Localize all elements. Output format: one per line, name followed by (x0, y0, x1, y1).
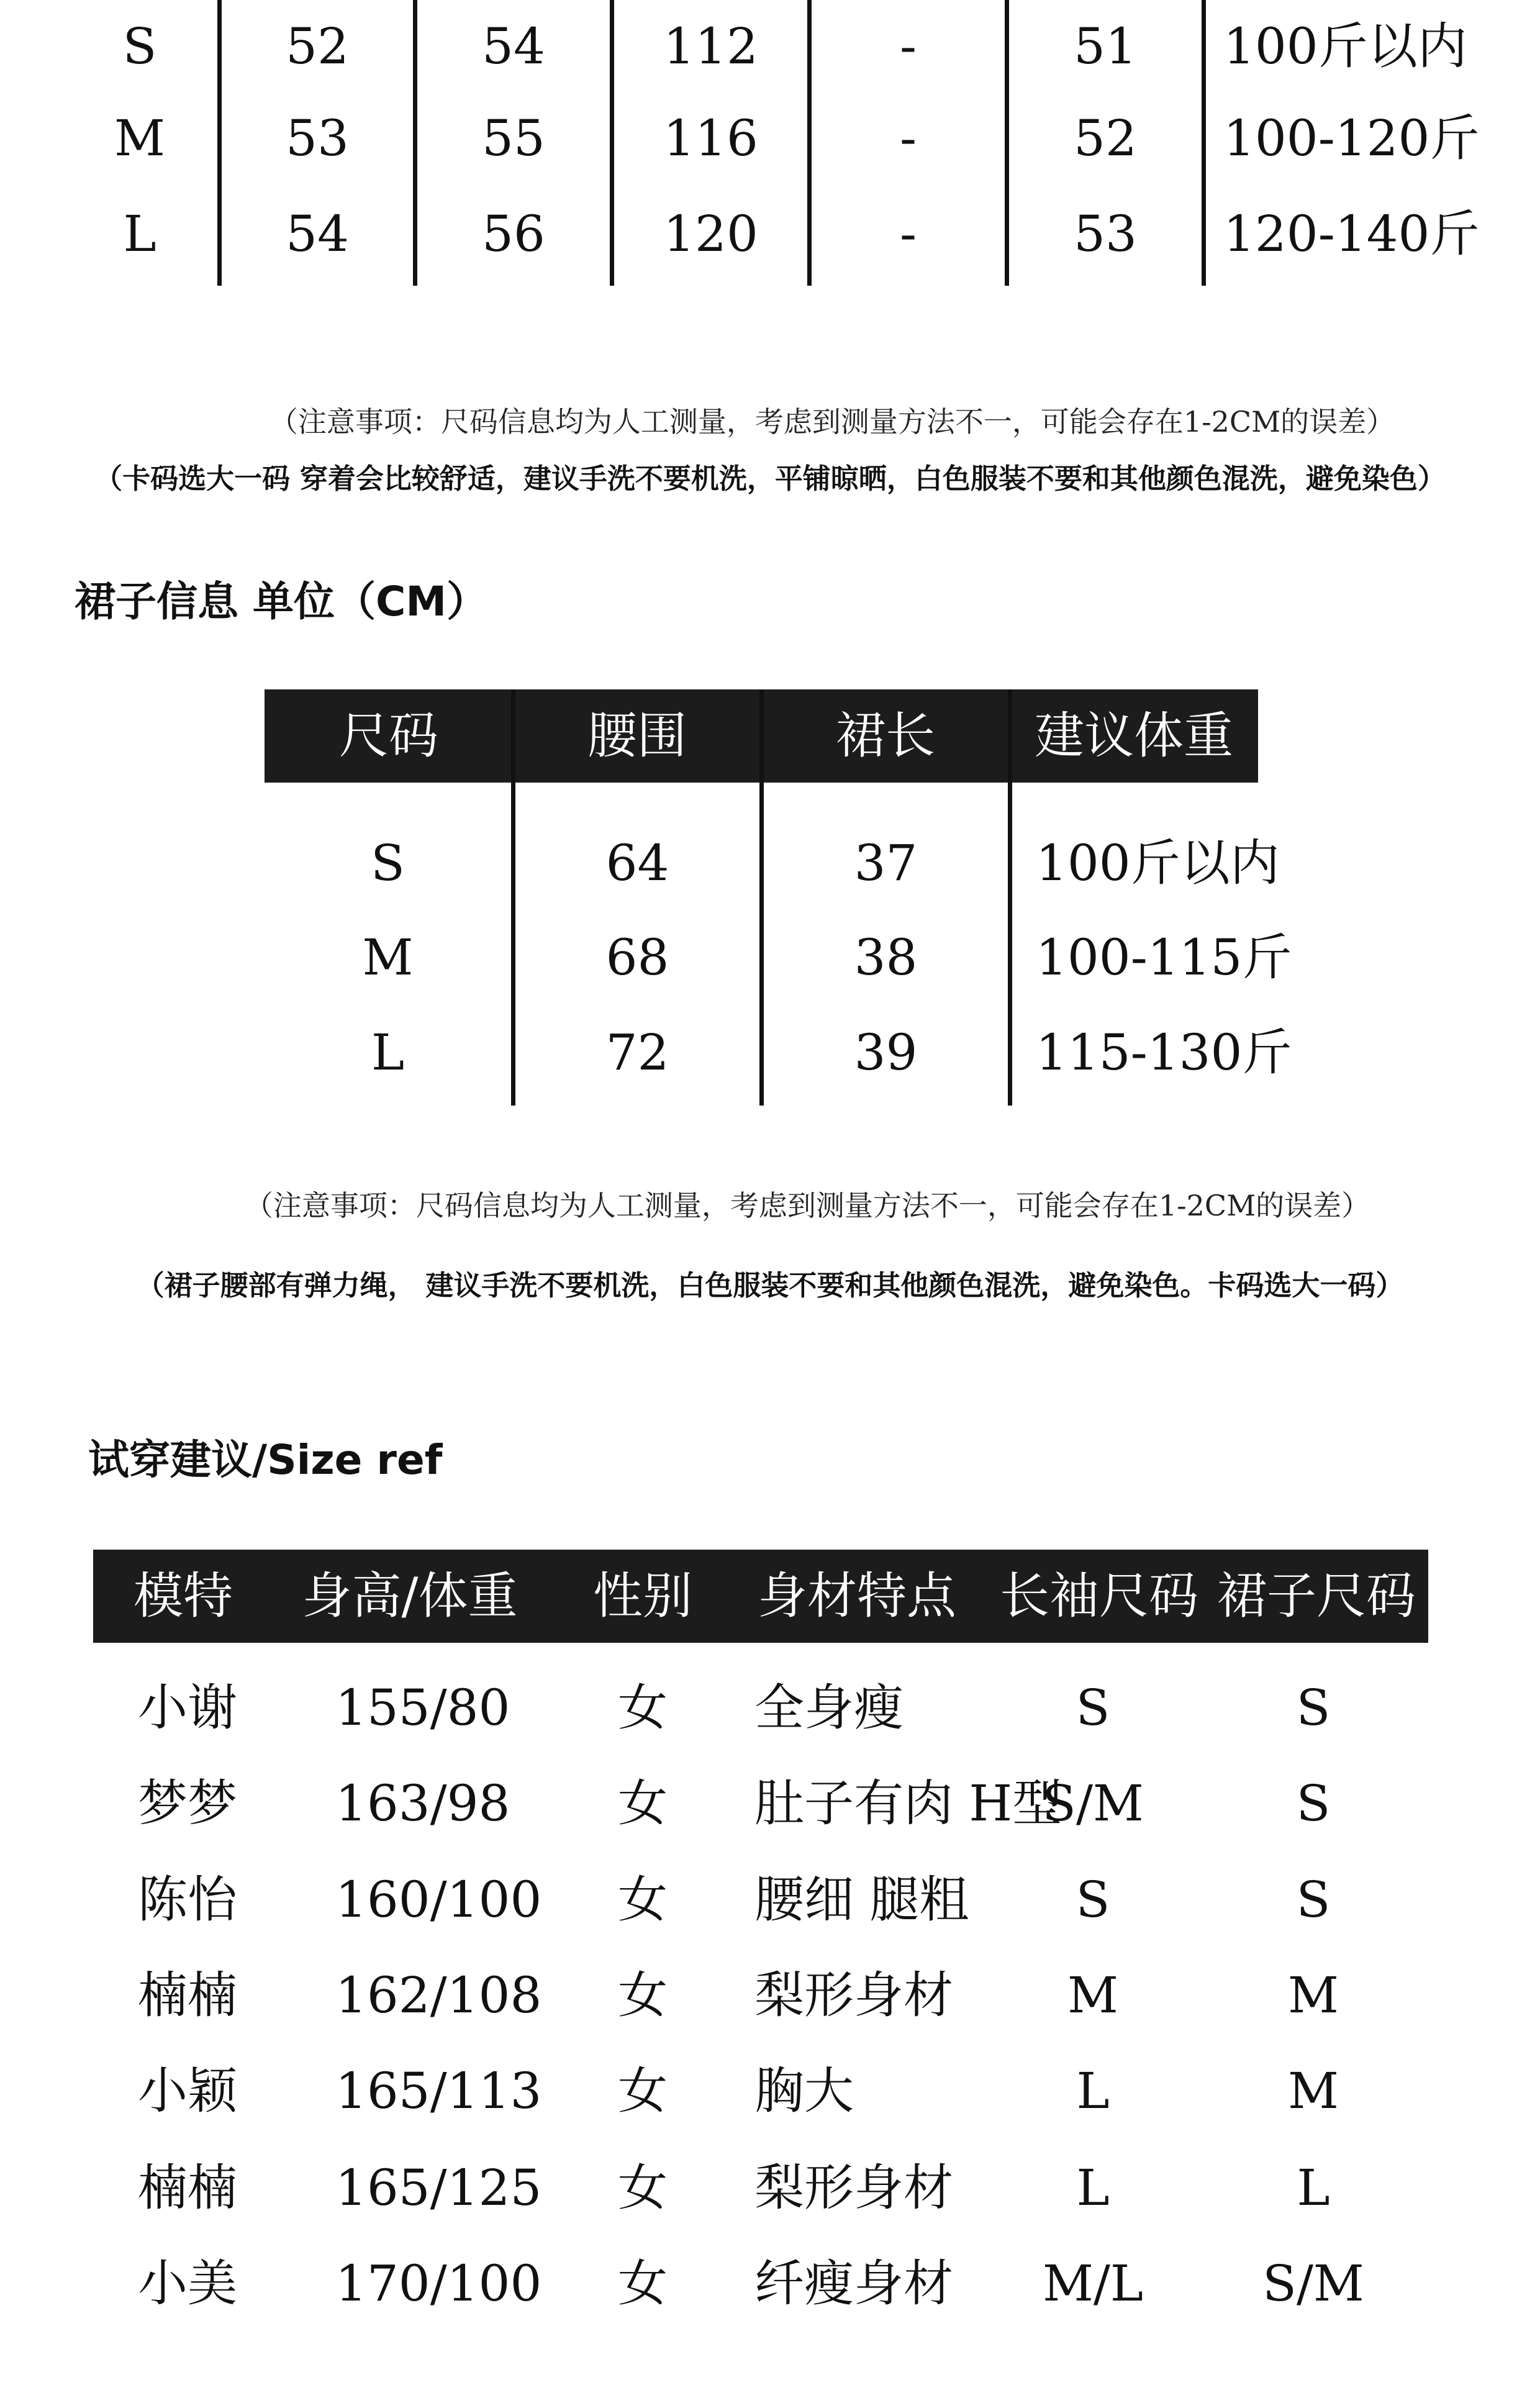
table-cell: 小颖 (138, 2062, 237, 2120)
table-cell: 165/125 (335, 2159, 542, 2217)
table-cell: 160/100 (335, 1871, 542, 1928)
table-cell: S/M (1042, 1774, 1144, 1832)
size-ref-section-title: 试穿建议/Size ref (88, 1436, 443, 1484)
table-cell: - (899, 109, 917, 167)
table-cell: 梨形身材 (754, 2159, 953, 2217)
table-cell: 56 (482, 205, 545, 263)
table-cell: 120 (663, 205, 758, 263)
table-cell: - (899, 17, 917, 75)
table-cell: 肚子有肉 H型 (754, 1774, 1062, 1832)
table-cell: 纤瘦身材 (754, 2255, 953, 2312)
table-cell: M (1067, 1966, 1118, 2024)
header-cell: 尺码 (339, 707, 438, 765)
table-cell: 梦梦 (138, 1774, 237, 1832)
table-cell: M/L (1043, 2255, 1143, 2312)
table-cell: 女 (618, 1966, 668, 2024)
table-cell: M (362, 929, 414, 986)
table-cell: 楠楠 (138, 2159, 237, 2217)
table-cell: 陈怡 (138, 1871, 237, 1928)
table-cell: 全身瘦 (754, 1679, 904, 1737)
table-cell: - (899, 205, 917, 263)
table-cell: 37 (854, 834, 918, 892)
table-cell: 115-130斤 (1036, 1024, 1292, 1081)
table-cell: 100-120斤 (1223, 109, 1480, 167)
table-cell: 胸大 (754, 2062, 854, 2120)
table-cell: 女 (618, 1774, 668, 1832)
table-cell: S (122, 17, 157, 75)
column-divider (1008, 689, 1012, 1106)
care-note: （卡码选大一码 穿着会比较舒适，建议手洗不要机洗，平铺晾晒，白色服装不要和其他颜色混洗，避免染色） (94, 462, 1446, 495)
header-cell: 身材特点 (758, 1567, 956, 1625)
column-divider (217, 0, 222, 286)
table-cell: 52 (286, 17, 349, 75)
table-cell: S (371, 834, 405, 892)
column-divider (807, 0, 812, 286)
table-cell: 51 (1074, 17, 1137, 75)
table-cell: S (1076, 1871, 1110, 1928)
table-cell: L (123, 205, 156, 263)
table-cell: L (1076, 2062, 1110, 2120)
table-cell: 120-140斤 (1223, 205, 1480, 263)
table-cell: 163/98 (335, 1774, 510, 1832)
header-cell: 性别 (593, 1567, 692, 1625)
table-cell: L (1297, 2159, 1330, 2217)
table-cell: 72 (605, 1024, 669, 1081)
table-cell: 38 (854, 929, 918, 986)
table-cell: S (1076, 1679, 1110, 1737)
table-cell: M (1288, 2062, 1339, 2120)
table-cell: 小谢 (138, 1679, 237, 1737)
table-cell: 女 (618, 2255, 668, 2312)
table-cell: S (1296, 1871, 1331, 1928)
table-cell: 64 (605, 834, 669, 892)
table-cell: 112 (663, 17, 758, 75)
table-cell: S/M (1262, 2255, 1364, 2312)
table-cell: S (1296, 1774, 1331, 1832)
table-cell: L (1076, 2159, 1110, 2217)
column-divider (759, 689, 764, 1106)
table-cell: 155/80 (335, 1679, 510, 1737)
table-cell: 162/108 (335, 1966, 542, 2024)
table-cell: 女 (618, 1871, 668, 1928)
measurement-note: （注意事项：尺码信息均为人工测量，考虑到测量方法不一，可能会存在1-2CM的误差） (244, 1189, 1370, 1222)
table-cell: 小美 (138, 2255, 237, 2312)
table-cell: S (1296, 1679, 1331, 1737)
table-cell: 100斤以内 (1036, 834, 1280, 892)
table-cell: 女 (618, 2062, 668, 2120)
table-cell: 54 (286, 205, 349, 263)
table-cell: 68 (605, 929, 669, 986)
table-cell: M (114, 109, 165, 167)
table-cell: 170/100 (335, 2255, 542, 2312)
header-cell: 身高/体重 (302, 1567, 518, 1625)
column-divider (413, 0, 417, 286)
table-cell: 39 (854, 1024, 918, 1081)
column-divider (1202, 0, 1206, 286)
header-cell: 腰围 (587, 707, 687, 765)
table-cell: L (371, 1024, 405, 1081)
care-note: （裙子腰部有弹力绳， 建议手洗不要机洗，白色服装不要和其他颜色混洗，避免染色。卡码选大一码） (136, 1269, 1404, 1302)
table-cell: 165/113 (335, 2062, 542, 2120)
table-cell: 女 (618, 1679, 668, 1737)
table-cell: 116 (663, 109, 758, 167)
header-cell: 裙子尺码 (1217, 1567, 1416, 1625)
table-cell: 53 (1074, 205, 1137, 263)
table-cell: 54 (482, 17, 545, 75)
table-cell: 55 (482, 109, 545, 167)
table-cell: 梨形身材 (754, 1966, 953, 2024)
table-cell: 100斤以内 (1223, 17, 1467, 75)
table-cell: 52 (1074, 109, 1137, 167)
column-divider (1005, 0, 1009, 286)
header-cell: 模特 (134, 1567, 233, 1625)
measurement-note: （注意事项：尺码信息均为人工测量，考虑到测量方法不一，可能会存在1-2CM的误差） (269, 405, 1395, 438)
header-cell: 长袖尺码 (1000, 1567, 1198, 1625)
header-cell: 裙长 (836, 707, 935, 765)
table-cell: 楠楠 (138, 1966, 237, 2024)
table-cell: M (1288, 1966, 1339, 2024)
table-cell: 女 (618, 2159, 668, 2217)
table-cell: 100-115斤 (1036, 929, 1292, 986)
column-divider (511, 689, 515, 1106)
header-cell: 建议体重 (1035, 707, 1233, 765)
table-cell: 53 (286, 109, 349, 167)
table-cell: 腰细 腿粗 (754, 1871, 969, 1928)
skirt-section-title: 裙子信息 单位（CM） (75, 578, 488, 625)
column-divider (610, 0, 614, 286)
